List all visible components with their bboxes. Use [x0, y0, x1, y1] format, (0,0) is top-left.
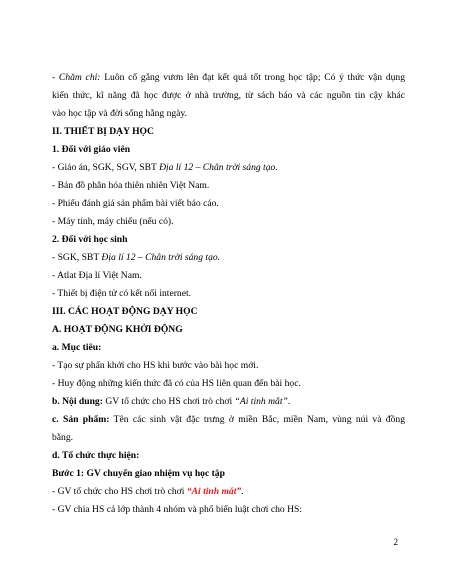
paragraph-line: kiến thức, kĩ năng đã học được ở nhà trường, từ sách báo và các nguồn tin cậy khác — [52, 90, 405, 101]
subsection-heading: a. Mục tiêu: — [52, 342, 102, 353]
game-name: “Ai tinh mắt” — [234, 396, 288, 407]
text: . — [241, 486, 244, 497]
text: . — [287, 396, 291, 407]
text: Tên các sinh vật đặc trưng ở miền Bắc, miền Nam, vùng núi và đồng — [109, 414, 405, 425]
section-heading: II. THIẾT BỊ DẠY HỌC — [52, 126, 154, 137]
game-name-highlight: “Ai tinh mắt” — [186, 486, 242, 497]
subsection-heading: A. HOẠT ĐỘNG KHỞI ĐỘNG — [52, 324, 183, 335]
text: - GV tổ chức cho HS chơi trò chơi — [52, 486, 187, 497]
label: b. Nội dung: — [52, 396, 103, 407]
subsection-heading: 1. Đối với giáo viên — [52, 144, 131, 155]
paragraph-line — [52, 413, 405, 426]
italic-term: Chăm chỉ: — [58, 72, 101, 83]
text: GV tổ chức cho HS chơi trò chơi — [102, 396, 235, 407]
italic-title: Địa lí 12 – Chân trời sáng tạo. — [159, 162, 278, 173]
list-item: - Bản đồ phân hóa thiên nhiên Việt Nam. — [52, 180, 210, 191]
paragraph-line: bằng. — [52, 432, 74, 443]
label: c. Sản phẩm: — [52, 414, 110, 425]
list-item: - Phiếu đánh giá sản phẩm bài viết báo cáo. — [52, 198, 219, 209]
page-number: 2 — [393, 537, 398, 547]
section-heading: III. CÁC HOẠT ĐỘNG DẠY HỌC — [52, 306, 198, 317]
list-item: - Huy động những kiến thức đã có của HS liên quan đến bài học. — [52, 378, 301, 389]
italic-title: Địa lí 12 – Chân trời sáng tạo. — [101, 252, 221, 263]
list-item: - Thiết bị điện tử có kết nối internet. — [52, 288, 192, 299]
list-item — [52, 161, 405, 174]
text: - — [52, 72, 59, 83]
list-item: - Tạo sự phấn khởi cho HS khi bước vào bài học mới. — [52, 360, 259, 371]
text: - Giáo án, SGK, SGV, SBT — [52, 162, 160, 173]
subsection-heading: 2. Đối với học sinh — [52, 234, 128, 245]
step-heading: Bước 1: GV chuyển giao nhiệm vụ học tập — [52, 468, 225, 479]
text: Luôn cố gắng vươn lên đạt kết quả tốt trong học tập; Có ý thức vận dụng — [100, 72, 406, 83]
list-item: - Máy tính, máy chiếu (nếu có). — [52, 216, 174, 227]
paragraph-line — [52, 395, 405, 408]
text: - SGK, SBT — [52, 252, 102, 263]
list-item: - GV chia HS cả lớp thành 4 nhóm và phổ biến luật chơi cho HS: — [52, 504, 303, 515]
list-item: - Atlat Địa lí Việt Nam. — [52, 270, 142, 281]
paragraph-line: vào học tập và đời sống hằng ngày. — [52, 108, 188, 119]
subsection-heading: d. Tổ chức thực hiện: — [52, 450, 140, 461]
paragraph-line — [52, 71, 405, 84]
list-item — [52, 485, 405, 498]
list-item — [52, 251, 405, 264]
